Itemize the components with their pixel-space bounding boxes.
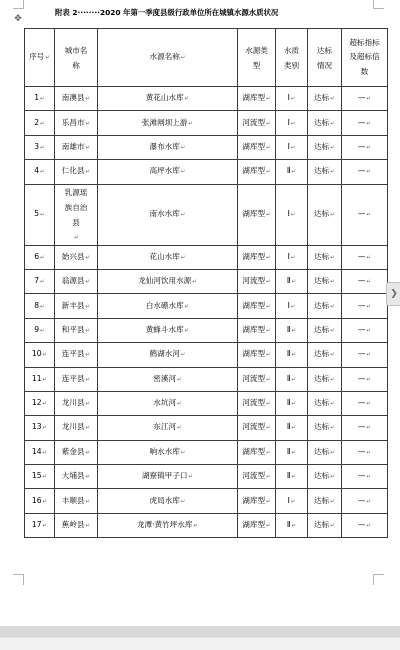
- cell-no: 12↵: [25, 391, 55, 415]
- cell-status: 达标↵: [308, 513, 342, 537]
- header-city: 城市名称: [55, 29, 98, 87]
- chevron-right-icon[interactable]: ❯: [386, 282, 400, 306]
- page-corner-mark: [13, 574, 24, 585]
- cell-no: 8↵: [25, 294, 55, 318]
- cell-status: 达标↵: [308, 440, 342, 464]
- cell-type: 湖库型↵: [238, 184, 276, 245]
- cell-source: 响水水库↵: [98, 440, 238, 464]
- cell-type: 湖库型↵: [238, 135, 276, 159]
- cell-city: 紫金县↵: [55, 440, 98, 464]
- cell-class: Ⅱ↵: [276, 440, 308, 464]
- cell-exceed: —↵: [342, 318, 388, 342]
- cell-city: 新丰县↵: [55, 294, 98, 318]
- cell-city: 南雄市↵: [55, 135, 98, 159]
- cell-no: 17↵: [25, 513, 55, 537]
- cell-class: Ⅱ↵: [276, 269, 308, 293]
- table-row: [25, 269, 388, 293]
- page-corner-mark: [373, 574, 384, 585]
- table-row: [25, 135, 388, 159]
- header-status: 达标情况: [308, 29, 342, 87]
- table-row: [25, 111, 388, 135]
- table-row: [25, 440, 388, 464]
- cell-exceed: —↵: [342, 111, 388, 135]
- cell-city: 翁源县↵: [55, 269, 98, 293]
- cell-exceed: —↵: [342, 245, 388, 269]
- cell-status: 达标↵: [308, 160, 342, 184]
- cell-no: 13↵: [25, 416, 55, 440]
- table-row: [25, 391, 388, 415]
- cell-class: Ⅱ↵: [276, 343, 308, 367]
- cell-no: 6↵: [25, 245, 55, 269]
- cell-status: 达标↵: [308, 294, 342, 318]
- cell-city: 始兴县↵: [55, 245, 98, 269]
- cell-status: 达标↵: [308, 416, 342, 440]
- cell-source: 东江河↵: [98, 416, 238, 440]
- cell-source: 虎局水库↵: [98, 489, 238, 513]
- table-row: [25, 367, 388, 391]
- cell-no: 11↵: [25, 367, 55, 391]
- header-exceed: 超标指标及超标倍数: [342, 29, 388, 87]
- cell-status: 达标↵: [308, 184, 342, 245]
- cell-exceed: —↵: [342, 184, 388, 245]
- cell-class: Ⅰ↵: [276, 489, 308, 513]
- cell-city: 大埔县↵: [55, 465, 98, 489]
- cell-source: 张滩闸坝上游↵: [98, 111, 238, 135]
- table-header-row: [25, 29, 388, 87]
- cell-type: 河流型↵: [238, 111, 276, 135]
- cell-status: 达标↵: [308, 318, 342, 342]
- cell-type: 湖库型↵: [238, 513, 276, 537]
- table-row: [25, 416, 388, 440]
- cell-exceed: —↵: [342, 489, 388, 513]
- cell-no: 7↵: [25, 269, 55, 293]
- cell-city: 仁化县↵: [55, 160, 98, 184]
- status-bar: [0, 637, 400, 650]
- cell-no: 5↵: [25, 184, 55, 245]
- header-source: 水源名称↵: [98, 29, 238, 87]
- table-row: [25, 489, 388, 513]
- cell-status: 达标↵: [308, 391, 342, 415]
- cell-type: 河流型↵: [238, 465, 276, 489]
- table-row: [25, 343, 388, 367]
- cell-exceed: —↵: [342, 269, 388, 293]
- cell-class: Ⅱ↵: [276, 318, 308, 342]
- cell-class: Ⅱ↵: [276, 160, 308, 184]
- cell-no: 15↵: [25, 465, 55, 489]
- cell-class: Ⅰ↵: [276, 87, 308, 111]
- cell-no: 1↵: [25, 87, 55, 111]
- cell-status: 达标↵: [308, 269, 342, 293]
- table-row: [25, 160, 388, 184]
- table-title: 附表 2········2020 年第一季度县级行政单位所在城镇水源水质状况: [55, 8, 279, 17]
- cell-class: Ⅰ↵: [276, 245, 308, 269]
- cell-status: 达标↵: [308, 135, 342, 159]
- cell-type: 河流型↵: [238, 391, 276, 415]
- cell-type: 河流型↵: [238, 269, 276, 293]
- cell-status: 达标↵: [308, 245, 342, 269]
- cell-exceed: —↵: [342, 87, 388, 111]
- cell-source: 湖寮镇甲子口↵: [98, 465, 238, 489]
- cell-exceed: —↵: [342, 391, 388, 415]
- cell-class: Ⅰ↵: [276, 294, 308, 318]
- water-quality-table: [24, 28, 388, 538]
- cell-city: 乳源瑶族自治县 ↵: [55, 184, 98, 245]
- cell-no: 9↵: [25, 318, 55, 342]
- cell-class: Ⅱ↵: [276, 416, 308, 440]
- header-type: 水源类型: [238, 29, 276, 87]
- cell-source: 白水礤水库↵: [98, 294, 238, 318]
- cell-class: Ⅰ↵: [276, 111, 308, 135]
- cell-city: 乐昌市↵: [55, 111, 98, 135]
- cell-type: 湖库型↵: [238, 440, 276, 464]
- cell-source: 高坪水库↵: [98, 160, 238, 184]
- cell-source: 龙潭·黄竹坪水库↵: [98, 513, 238, 537]
- cell-source: 黄花山水库↵: [98, 87, 238, 111]
- cell-no: 16↵: [25, 489, 55, 513]
- cell-type: 湖库型↵: [238, 343, 276, 367]
- cell-type: 湖库型↵: [238, 245, 276, 269]
- cell-source: 花山水库↵: [98, 245, 238, 269]
- cell-status: 达标↵: [308, 343, 342, 367]
- cell-source: 瀑布水库↵: [98, 135, 238, 159]
- page-corner-mark: [13, 0, 24, 9]
- cell-status: 达标↵: [308, 87, 342, 111]
- cell-exceed: —↵: [342, 465, 388, 489]
- cell-type: 湖库型↵: [238, 160, 276, 184]
- cell-type: 河流型↵: [238, 416, 276, 440]
- table-row: [25, 318, 388, 342]
- cell-city: 龙川县↵: [55, 391, 98, 415]
- cell-no: 4↵: [25, 160, 55, 184]
- cell-status: 达标↵: [308, 367, 342, 391]
- cell-exceed: —↵: [342, 416, 388, 440]
- cell-exceed: —↵: [342, 135, 388, 159]
- cell-status: 达标↵: [308, 111, 342, 135]
- table-row: [25, 184, 388, 245]
- table-move-handle-icon[interactable]: ✥: [14, 14, 22, 24]
- cell-class: Ⅱ↵: [276, 465, 308, 489]
- cell-status: 达标↵: [308, 465, 342, 489]
- cell-city: 南澳县↵: [55, 87, 98, 111]
- cell-status: 达标↵: [308, 489, 342, 513]
- cell-city: 丰顺县↵: [55, 489, 98, 513]
- cell-no: 2↵: [25, 111, 55, 135]
- cell-class: Ⅰ↵: [276, 184, 308, 245]
- cell-city: 连平县↵: [55, 367, 98, 391]
- header-class: 水质类别: [276, 29, 308, 87]
- table-row: [25, 513, 388, 537]
- cell-source: 密溪河↵: [98, 367, 238, 391]
- header-no: 序号↵: [25, 29, 55, 87]
- cell-city: 龙川县↵: [55, 416, 98, 440]
- cell-type: 湖库型↵: [238, 318, 276, 342]
- cell-no: 10↵: [25, 343, 55, 367]
- cell-class: Ⅱ↵: [276, 513, 308, 537]
- cell-source: 南水水库↵: [98, 184, 238, 245]
- window-bottom-bar: [0, 626, 400, 637]
- table-row: [25, 465, 388, 489]
- table-row: [25, 87, 388, 111]
- cell-exceed: —↵: [342, 367, 388, 391]
- cell-city: 连平县↵: [55, 343, 98, 367]
- cell-type: 湖库型↵: [238, 294, 276, 318]
- cell-class: Ⅱ↵: [276, 367, 308, 391]
- cell-city: 和平县↵: [55, 318, 98, 342]
- cell-source: 龙仙河饮用水源↵: [98, 269, 238, 293]
- cell-class: Ⅰ↵: [276, 135, 308, 159]
- cell-source: 水坑河↵: [98, 391, 238, 415]
- cell-class: Ⅱ↵: [276, 391, 308, 415]
- cell-exceed: —↵: [342, 440, 388, 464]
- cell-exceed: —↵: [342, 343, 388, 367]
- cell-source: 黄蜂斗水库↵: [98, 318, 238, 342]
- table-row: [25, 294, 388, 318]
- table-row: [25, 245, 388, 269]
- cell-no: 3↵: [25, 135, 55, 159]
- cell-exceed: —↵: [342, 294, 388, 318]
- cell-exceed: —↵: [342, 513, 388, 537]
- cell-type: 湖库型↵: [238, 87, 276, 111]
- cell-type: 湖库型↵: [238, 489, 276, 513]
- cell-exceed: —↵: [342, 160, 388, 184]
- cell-city: 蕉岭县↵: [55, 513, 98, 537]
- cell-no: 14↵: [25, 440, 55, 464]
- cell-type: 河流型↵: [238, 367, 276, 391]
- cell-source: 鹤湖水河↵: [98, 343, 238, 367]
